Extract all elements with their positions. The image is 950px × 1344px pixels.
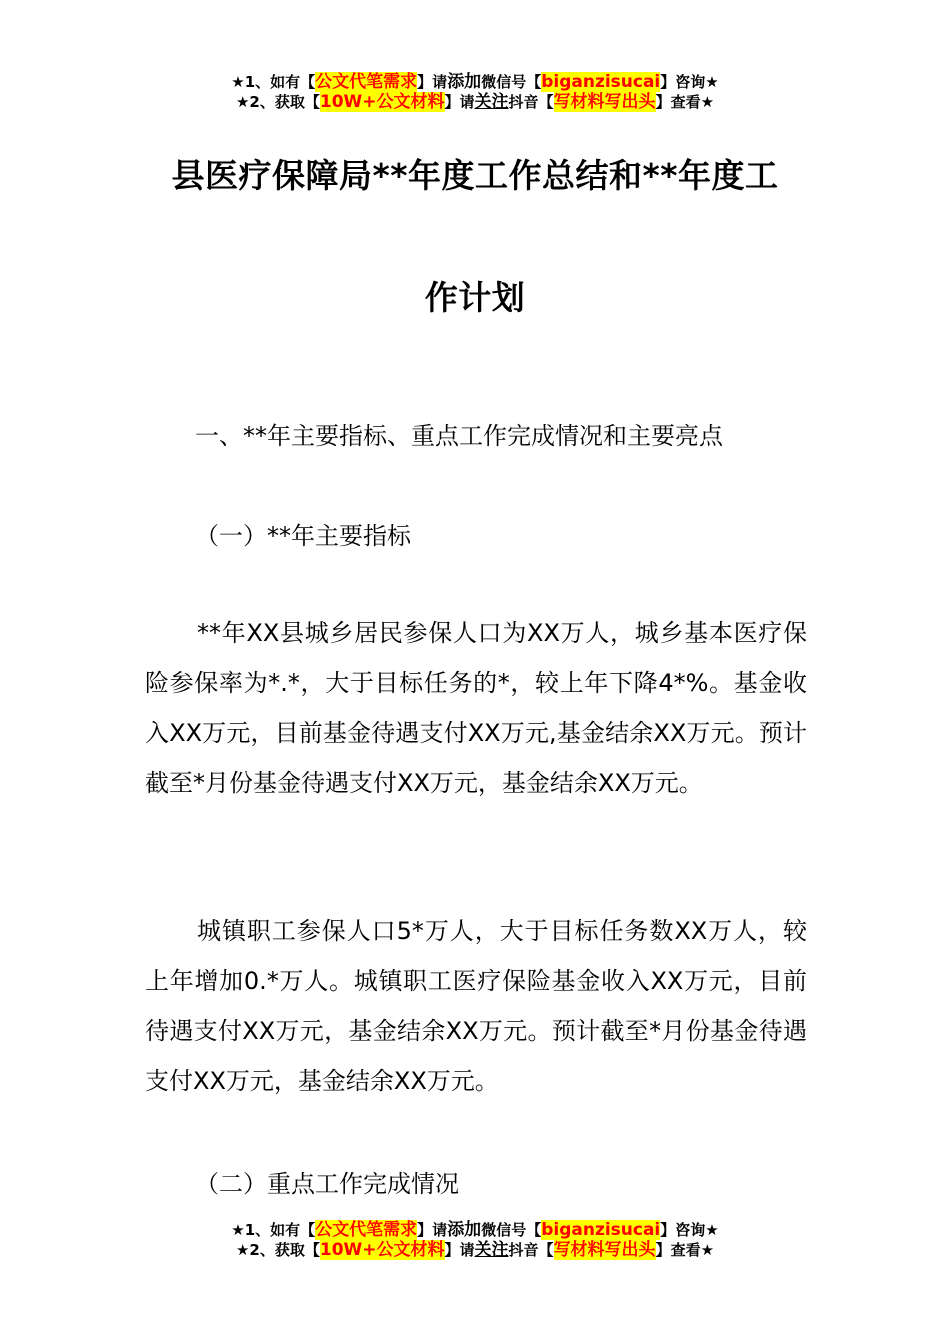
banner-douyin-id: 写材料写出头 (553, 1240, 656, 1260)
banner-text: 】查看★ (655, 1241, 715, 1259)
banner-text: ★2、获取【 (235, 93, 320, 111)
section-heading-1: 一、**年主要指标、重点工作完成情况和主要亮点 (195, 422, 723, 450)
banner-text: 】咨询★ (660, 73, 719, 91)
banner-emphasis: 添加 (447, 1220, 482, 1240)
banner-line-1 (0, 72, 950, 92)
banner-text: 抖音【 (508, 93, 554, 111)
banner-text: 微信号【 (481, 1221, 542, 1239)
banner-douyin-id: 写材料写出头 (553, 92, 656, 112)
banner-text: 微信号【 (481, 73, 542, 91)
banner-text: ★1、如有【 (231, 73, 316, 91)
body-paragraph-1: **年XX县城乡居民参保人口为XX万人，城乡基本医疗保险参保率为*.*，大于目标任务的*，较上年下降4*%。基金收入XX万元，目前基金待遇支付XX万元,基金结余XX万元。预计截至*月份基金待遇支付XX万元，基金结余XX万元。 (145, 619, 807, 797)
banner-wechat-id: biganzisucai (541, 1220, 661, 1240)
subsection-heading-1: （一）**年主要指标 (195, 522, 411, 550)
banner-line-2 (0, 92, 950, 112)
banner-emphasis: 关注 (474, 1240, 509, 1260)
banner-text: 】查看★ (655, 93, 715, 111)
subsection-heading-2: （二）重点工作完成情况 (195, 1170, 459, 1198)
banner-text: ★1、如有【 (231, 1221, 316, 1239)
banner-emphasis: 添加 (447, 72, 482, 92)
banner-line-2 (0, 1240, 950, 1260)
banner-text: 】咨询★ (660, 1221, 719, 1239)
banner-highlight: 10W+公文材料 (319, 1240, 445, 1260)
bottom-banner (0, 1220, 950, 1260)
banner-emphasis: 关注 (474, 92, 509, 112)
banner-highlight: 公文代笔需求 (315, 1220, 418, 1240)
body-paragraph-2: 城镇职工参保人口5*万人，大于目标任务数XX万人，较上年增加0.*万人。城镇职工医疗保险基金收入XX万元，目前待遇支付XX万元，基金结余XX万元。预计截至*月份基金待遇支付XX万元，基金结余XX万元。 (145, 917, 807, 1095)
top-banner (0, 72, 950, 112)
banner-line-1 (0, 1220, 950, 1240)
banner-text: ★2、获取【 (235, 1241, 320, 1259)
banner-highlight: 公文代笔需求 (315, 72, 418, 92)
banner-text: 】请 (444, 93, 475, 111)
banner-text: 】请 (417, 73, 448, 91)
banner-wechat-id: biganzisucai (541, 72, 661, 92)
banner-text: 抖音【 (508, 1241, 554, 1259)
banner-text: 】请 (444, 1241, 475, 1259)
banner-text: 】请 (417, 1221, 448, 1239)
document-title-line-2: 作计划 (424, 278, 526, 317)
banner-highlight: 10W+公文材料 (319, 92, 445, 112)
document-title-line-1: 县医疗保障局**年度工作总结和**年度工 (171, 156, 779, 195)
